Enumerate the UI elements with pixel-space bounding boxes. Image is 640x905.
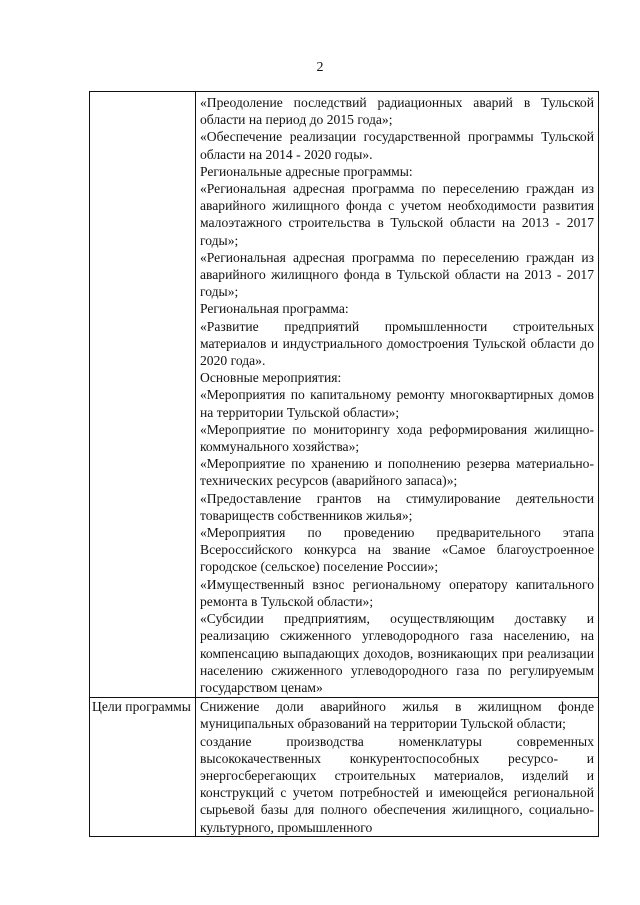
paragraph: создание производства номенклатуры современных высококачественных конкурентоспособных ресурсо- и энергосберегающих строительных материалов, изделий и конструкций с учетом потребностей и имеющейся региональной сырьевой базы для полного обеспечения жилищного, социально-культурного, промышленного xyxy=(200,733,594,835)
paragraph: «Предоставление грантов на стимулирование деятельности товариществ собственников жилья»; xyxy=(200,490,594,523)
table-row xyxy=(90,92,599,698)
paragraph: «Региональная адресная программа по переселению граждан из аварийного жилищного фонда в Тульской области на 2013 - 2017 годы»; xyxy=(200,249,594,300)
paragraph: «Субсидии предприятиям, осуществляющим доставку и реализацию сжиженного углеводородного газа населению, на компенсацию выпадающих доходов, возникающих при реализации населению сжиженного углеводородного газа по регулируемым государством ценам» xyxy=(200,611,594,695)
program-passport-table xyxy=(89,91,599,837)
row-content-cell xyxy=(196,698,599,837)
row-content-cell xyxy=(196,92,599,698)
paragraph: «Мероприятия по проведению предварительного этапа Всероссийского конкурса на звание «Самое благоустроенное городское (сельское) поселение России»; xyxy=(200,525,594,575)
paragraph: Снижение доли аварийного жилья в жилищном фонде муниципальных образований на территории Тульской области; xyxy=(200,699,594,732)
paragraph: «Обеспечение реализации государственной программы Тульской области на 2014 - 2020 годы». xyxy=(200,129,594,162)
paragraph: Региональные адресные программы: xyxy=(200,163,413,179)
paragraph: «Региональная адресная программа по переселению граждан из аварийного жилищного фонда с учетом необходимости развития малоэтажного строительства в Тульской области на 2013 - 2017 годы»; xyxy=(200,181,594,248)
paragraph: «Развитие предприятий промышленности строительных материалов и индустриального домостроения Тульской области до 2020 года». xyxy=(200,318,594,369)
row-label-cell xyxy=(90,92,196,698)
paragraph: «Имущественный взнос региональному оператору капитального ремонта в Тульской области»; xyxy=(200,576,594,609)
table-row-program-goals xyxy=(90,698,599,837)
paragraph: «Преодоление последствий радиационных аварий в Тульской области на период до 2015 года»; xyxy=(200,95,594,128)
paragraph: Основные мероприятия: xyxy=(200,370,342,386)
page-number: 2 xyxy=(316,60,324,75)
paragraph: Региональная программа: xyxy=(200,301,349,317)
paragraph: «Мероприятия по капитальному ремонту многоквартирных домов на территории Тульской области»; xyxy=(200,387,594,420)
row-label-program-goals: Цели программы xyxy=(90,698,196,837)
paragraph: «Мероприятие по мониторингу хода реформирования жилищно-коммунального хозяйства»; xyxy=(200,421,594,455)
paragraph: «Мероприятие по хранению и пополнению резерва материально-технических ресурсов (аварийного запаса)»; xyxy=(200,456,594,489)
